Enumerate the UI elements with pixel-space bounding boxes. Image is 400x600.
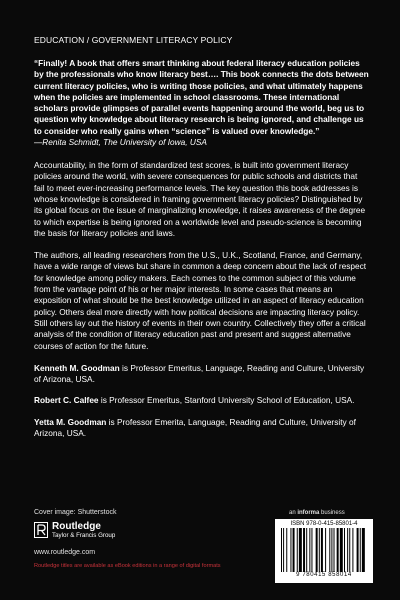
publisher-group: Taylor & Francis Group — [52, 532, 116, 539]
barcode-bar — [334, 528, 335, 572]
barcode-block — [275, 519, 373, 583]
barcode-bar — [286, 528, 287, 572]
category-label: EDUCATION / GOVERNMENT LITERACY POLICY — [34, 35, 233, 45]
barcode-bar — [344, 528, 345, 572]
author-bio-text: is Professor Emerita, Language, Reading and Culture, University of Arizona, USA. — [34, 416, 356, 439]
barcode-bar — [349, 528, 350, 572]
description-paragraph-2: The authors, all leading researchers from the U.S., U.K., Scotland, France, and Germany, have a wide range of views but share in common a deep concern about the lack of respect for knowledge among policy makers. Each comes to the common subject of this volume from the vantage point of his or her major interests. In some cases that means an exposition of what should be the best knowledge utilized in an aspect of literacy education policy. Others deal more directly with how political decisions are impacting literacy policy. Still others lay out the history of events in their own country. Collectively they offer a critical analysis of the condition of literacy education past and present and suggest alternative courses of action for the future. — [34, 250, 367, 351]
publisher-url[interactable]: www.routledge.com — [34, 549, 96, 556]
brand-name: informa — [297, 510, 320, 516]
description-paragraph-1: Accountability, in the form of standardized test scores, is built into government literacy policies around the world, with severe consequences for public schools and districts that fail to meet ever-increasing performance levels. The key question this book addresses is whose knowledge is considered in framing government literacy policies? Distinguished by its global focus on the issue of marginalizing knowledge, it raises awareness of the degree to which expertise is being ignored on a worldwide level and pseudo-science is becoming the basis for literacy policies and laws. — [34, 160, 366, 238]
barcode-bar — [316, 528, 318, 572]
barcode-number: 9 780415 858014 — [296, 572, 352, 578]
author-bio-text: is Professor Emeritus, Stanford University School of Education, USA. — [98, 395, 355, 406]
barcode-bar — [321, 528, 323, 572]
brand-suffix: business — [319, 510, 345, 516]
author-name: Robert C. Calfee — [34, 395, 99, 406]
barcode-bar — [319, 528, 320, 572]
barcode-bar — [309, 528, 310, 572]
barcode-bar — [340, 528, 343, 572]
informa-brand — [289, 510, 345, 516]
barcode-bar — [290, 528, 291, 572]
barcode-bar — [306, 528, 307, 572]
author-bio-1 — [34, 363, 370, 386]
author-bio-2 — [34, 395, 370, 406]
publisher-name: Routledge — [52, 521, 101, 532]
brand-prefix: an — [289, 510, 298, 516]
barcode — [279, 528, 369, 572]
barcode-bar — [311, 528, 312, 572]
routledge-logo-icon — [34, 522, 48, 538]
barcode-bar — [329, 528, 330, 572]
barcode-bar — [357, 528, 359, 572]
author-name: Kenneth M. Goodman — [34, 362, 120, 373]
barcode-bar — [283, 528, 284, 572]
endorsement-quote — [34, 58, 370, 137]
barcode-bar — [325, 528, 326, 572]
endorsement-quote-text: “Finally! A book that offers smart thinking about federal literacy education policies by the professionals who know literacy best…. This book connects the dots between current literacy policies, who is writing those policies, and what ultimately happens when the policies are implemented in school classrooms. These international scholars provide glimpses of parallel events happening around the world, beg us to question why knowledge about literacy research is being ignored, and challenge us to consider who really gains when “science” is valued over knowledge.” — [34, 58, 369, 136]
publisher-text — [52, 521, 115, 539]
endorsement-attribution: —Renita Schmidt, The University of Iowa, USA — [34, 137, 207, 148]
barcode-bar — [360, 528, 361, 572]
cover-image-credit: Cover image: Shutterstock — [34, 509, 117, 516]
barcode-bar — [352, 528, 353, 572]
barcode-bar — [299, 528, 302, 572]
ebook-note: Routledge titles are available as eBook editions in a range of digital formats — [34, 563, 221, 569]
barcode-bar — [281, 528, 282, 572]
author-name: Yetta M. Goodman — [34, 416, 107, 427]
barcode-bar — [331, 528, 332, 572]
author-bio-3 — [34, 417, 370, 440]
publisher-block — [34, 521, 115, 539]
barcode-bar — [303, 528, 305, 572]
barcode-bar — [347, 528, 348, 572]
barcode-bar — [337, 528, 339, 572]
barcode-bar — [362, 528, 365, 572]
barcode-bar — [293, 528, 295, 572]
barcode-bar — [297, 528, 298, 572]
isbn-label: ISBN 978-0-415-85801-4 — [290, 521, 358, 527]
author-bio-text: is Professor Emeritus, Language, Reading and Culture, University of Arizona, USA. — [34, 362, 365, 385]
